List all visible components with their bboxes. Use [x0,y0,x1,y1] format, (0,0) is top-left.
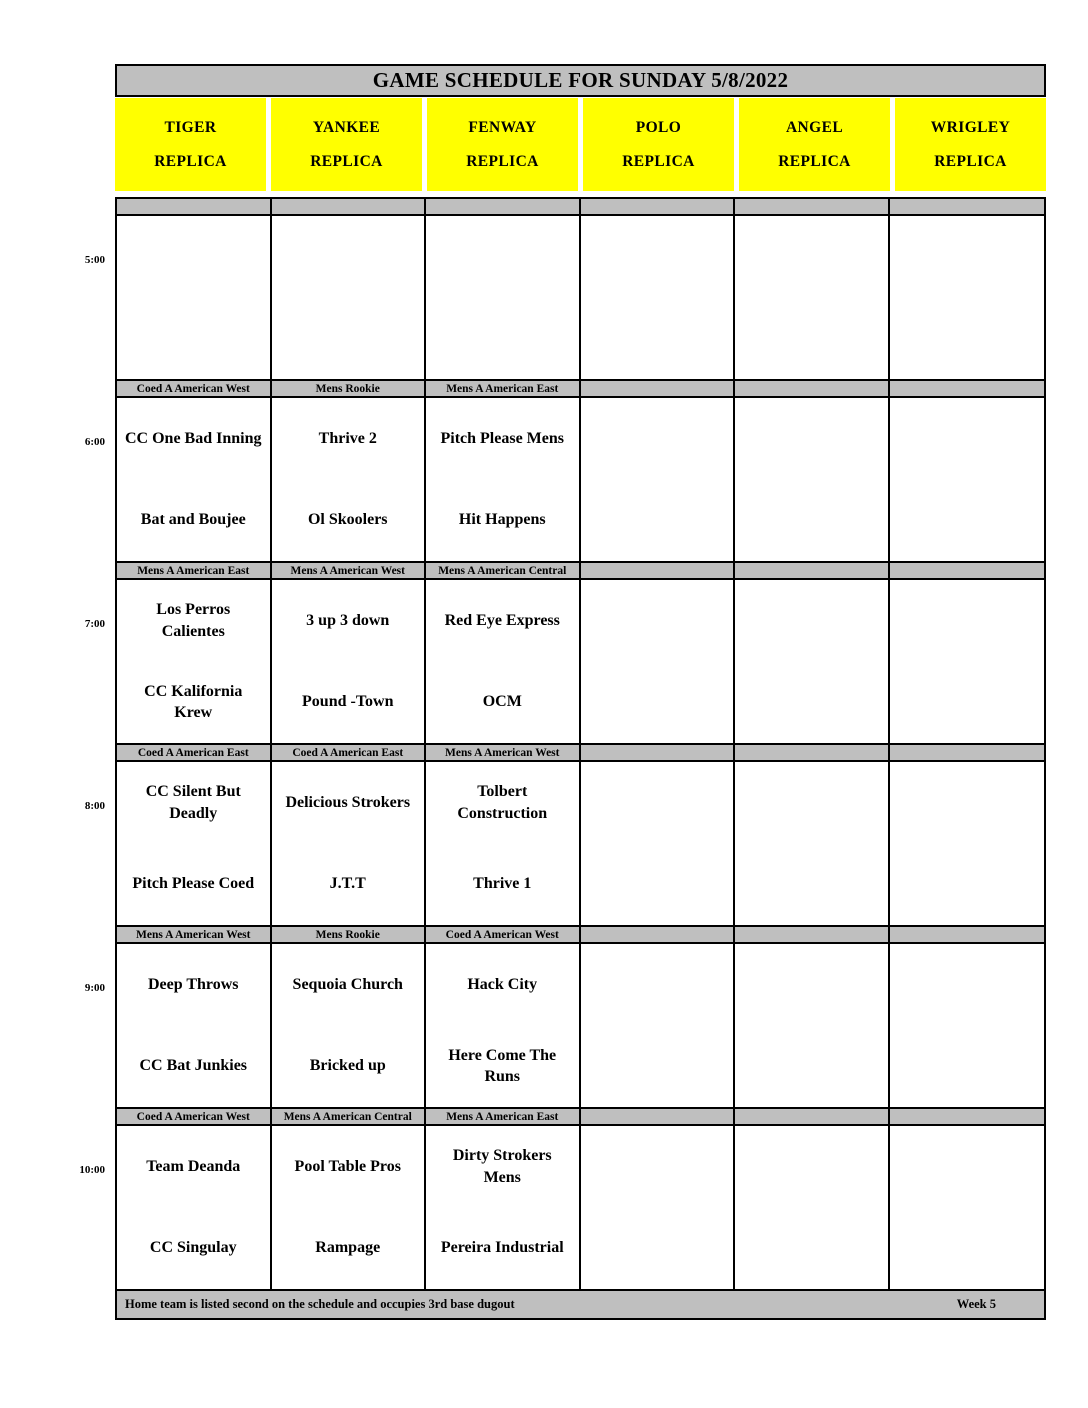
home-team-label: Thrive 1 [473,875,532,893]
away-team-label [581,216,734,298]
away-team-label [735,580,888,662]
game-cell [890,580,1045,743]
game-cell [735,398,890,561]
home-team-label [581,1026,734,1108]
game-cell [735,944,890,1107]
division-label [890,381,1045,396]
away-team-label [890,580,1045,662]
time-label: 6:00 [84,436,105,448]
home-team-label [735,298,888,380]
division-label: Coed A American East [117,745,272,760]
game-cell [581,580,736,743]
game-cell [272,216,427,379]
home-team-label: CC Singulay [149,1239,237,1257]
division-row [117,381,1044,398]
venue-header-angel [739,98,890,191]
division-label: Coed A American West [117,381,272,396]
home-team-label [890,480,1045,562]
division-label [890,927,1045,942]
game-cell [272,762,427,925]
home-team-label: J.T.T [329,875,366,893]
venue-header-row [115,98,1046,191]
venue-type: REPLICA [778,152,851,170]
away-team-label [581,1126,734,1208]
away-team-label: Los Perros Calientes [156,601,231,640]
schedule-grid [79,197,1046,1320]
venue-header-wrigley [895,98,1046,191]
venue-type: REPLICA [154,152,227,170]
division-label: Mens A American Central [272,1109,427,1124]
away-team-label [581,944,734,1026]
home-team-label [890,844,1045,926]
home-team-label [272,298,425,380]
home-team-label [581,480,734,562]
division-row [117,1109,1044,1126]
footer [117,1291,1044,1318]
away-team-label: Pitch Please Mens [440,429,565,447]
game-cell [117,398,272,561]
home-team-label [581,844,734,926]
division-label [735,199,890,214]
division-label [735,1109,890,1124]
division-label [890,1109,1045,1124]
division-label: Mens A American West [117,927,272,942]
schedule-sheet [79,64,1046,1320]
away-team-label [890,762,1045,844]
game-cell [272,398,427,561]
game-cell [117,1126,272,1289]
game-cell [426,216,581,379]
home-team-label [581,1208,734,1290]
away-team-label [735,762,888,844]
venue-header-fenway [427,98,578,191]
away-team-label [735,398,888,480]
division-label: Mens A American East [117,563,272,578]
away-team-label: 3 up 3 down [306,611,390,629]
games-row-6 [84,398,1044,563]
game-cell [735,762,890,925]
game-cell [426,1126,581,1289]
game-cell [426,762,581,925]
away-team-label [581,762,734,844]
game-cell [117,762,272,925]
game-cell [890,216,1045,379]
time-label: 10:00 [79,1164,105,1176]
venue-name: WRIGLEY [930,118,1011,136]
game-cell [581,1126,736,1289]
division-row [117,199,1044,216]
away-team-label [890,944,1045,1026]
game-cell [426,944,581,1107]
venue-header-tiger [115,98,266,191]
game-cell [735,580,890,743]
away-team-label [581,398,734,480]
venue-type: REPLICA [622,152,695,170]
division-label [581,745,736,760]
games-row-9 [84,944,1044,1109]
game-cell [581,762,736,925]
games-row-5 [84,216,1044,381]
division-row [117,745,1044,762]
away-team-label [735,1126,888,1208]
division-label [426,199,581,214]
division-label: Coed A American West [117,1109,272,1124]
away-team-label: Deep Throws [147,975,239,993]
page-title: GAME SCHEDULE FOR SUNDAY 5/8/2022 [115,64,1046,97]
game-cell [426,580,581,743]
venue-name: TIGER [164,118,217,136]
home-team-label [890,1026,1045,1108]
week-label: Week 5 [956,1297,996,1311]
home-team-label: Bricked up [309,1057,386,1075]
home-team-label [735,662,888,744]
home-team-label: CC Bat Junkies [139,1057,248,1075]
venue-header-polo [583,98,734,191]
venue-header-yankee [271,98,422,191]
home-team-label: Pereira Industrial [440,1239,564,1257]
away-team-label [272,216,425,298]
away-team-label: Red Eye Express [444,611,560,629]
games-row-7 [84,580,1044,745]
division-label [272,199,427,214]
division-label [890,199,1045,214]
home-team-label [890,298,1045,380]
home-team-label [581,662,734,744]
home-team-label: OCM [482,693,522,711]
division-label: Coed A American West [426,927,581,942]
venue-type: REPLICA [466,152,539,170]
division-label [581,199,736,214]
home-team-label: Pitch Please Coed [132,875,255,893]
game-cell [117,216,272,379]
away-team-label: Team Deanda [146,1157,241,1175]
away-team-label: Thrive 2 [318,429,377,447]
games-row-8 [84,762,1044,927]
division-label [735,381,890,396]
division-label [581,381,736,396]
division-label: Mens A American West [426,745,581,760]
division-label [735,927,890,942]
venue-name: POLO [635,118,682,136]
home-team-label: Here Come The Runs [448,1046,557,1086]
division-label: Mens Rookie [272,381,427,396]
away-team-label [890,398,1045,480]
game-cell [272,944,427,1107]
venue-type: REPLICA [310,152,383,170]
home-team-label [735,480,888,562]
game-cell [272,580,427,743]
game-cell [117,944,272,1107]
venue-type: REPLICA [934,152,1007,170]
division-row [117,563,1044,580]
game-cell [272,1126,427,1289]
away-team-label: Delicious Strokers [285,793,411,811]
game-cell [426,398,581,561]
venue-name: FENWAY [468,118,537,136]
away-team-label: CC One Bad Inning [125,429,262,447]
home-team-label [426,298,579,380]
away-team-label [735,216,888,298]
home-team-label [117,298,270,380]
game-cell [890,398,1045,561]
home-team-label [735,1208,888,1290]
home-team-label: Rampage [315,1239,381,1257]
away-team-label [117,216,270,298]
game-cell [735,216,890,379]
home-team-label [735,844,888,926]
division-label [117,199,272,214]
division-label [581,1109,736,1124]
footer-note: Home team is listed second on the schedule and occupies 3rd base dugout [125,1297,515,1311]
time-label: 9:00 [84,982,105,994]
home-team-label: Bat and Boujee [140,511,246,529]
away-team-label [890,216,1045,298]
division-row [117,927,1044,944]
venue-name: ANGEL [785,118,844,136]
game-cell [117,580,272,743]
game-cell [890,944,1045,1107]
home-team-label: Pound -Town [302,693,394,711]
away-team-label [890,1126,1045,1208]
division-label: Coed A American East [272,745,427,760]
time-label: 5:00 [84,254,105,266]
away-team-label [426,216,579,298]
games-row-10 [79,1126,1044,1291]
home-team-label: CC Kalifornia Krew [144,682,243,722]
division-label [581,927,736,942]
home-team-label: Hit Happens [458,511,546,529]
home-team-label: Ol Skoolers [307,511,388,529]
away-team-label: Hack City [467,975,538,993]
game-cell [890,1126,1045,1289]
away-team-label: CC Silent But Deadly [145,783,241,822]
time-label: 8:00 [84,800,105,812]
time-label: 7:00 [84,618,105,630]
division-label: Mens A American West [272,563,427,578]
away-team-label: Tolbert Construction [457,783,548,822]
division-label [735,563,890,578]
game-cell [735,1126,890,1289]
division-label: Mens A American East [426,1109,581,1124]
home-team-label [890,1208,1045,1290]
game-cell [581,944,736,1107]
away-team-label [735,944,888,1026]
home-team-label [890,662,1045,744]
game-cell [581,216,736,379]
away-team-label [581,580,734,662]
away-team-label: Sequoia Church [292,975,403,993]
division-label [735,745,890,760]
game-cell [581,398,736,561]
home-team-label [581,298,734,380]
division-label: Mens Rookie [272,927,427,942]
game-cell [890,762,1045,925]
division-label [581,563,736,578]
home-team-label [735,1026,888,1108]
away-team-label: Pool Table Pros [294,1157,401,1175]
division-label [890,745,1045,760]
division-label [890,563,1045,578]
away-team-label: Dirty Strokers Mens [452,1147,552,1186]
venue-name: YANKEE [312,118,381,136]
division-label: Mens A American East [426,381,581,396]
division-label: Mens A American Central [426,563,581,578]
